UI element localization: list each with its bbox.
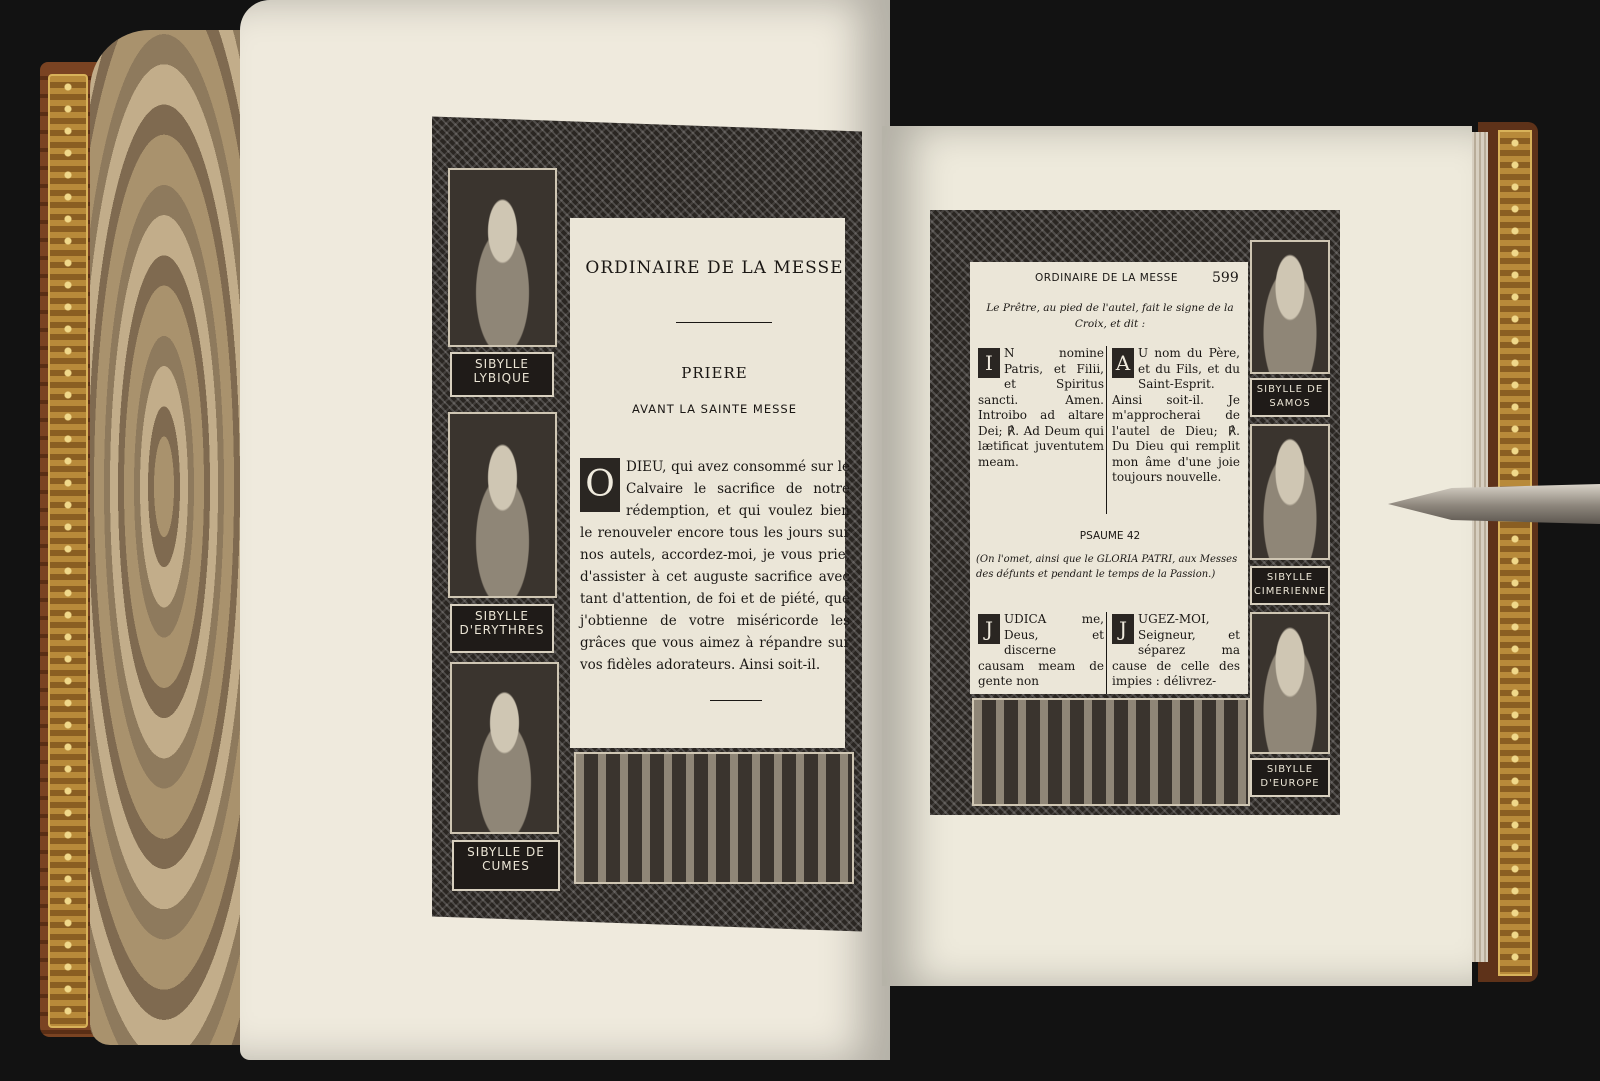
woodcut-scene-right xyxy=(972,698,1250,806)
end-rule xyxy=(710,700,762,701)
gilt-border-left xyxy=(48,74,88,1028)
woodcut-scene-left xyxy=(574,752,854,884)
latin-text-1: N nomine Patris, et Filii, et Spiritus sancti. Amen. Introibo ad altare Dei; ℟. Ad Deum qui lætificat juventutem meam. xyxy=(978,346,1104,469)
sibyl-figure-6 xyxy=(1250,612,1330,754)
sibyl-label-3: SIBYLLE DE CUMES xyxy=(452,840,560,891)
sibyl-figure-1 xyxy=(448,168,557,347)
sibyl-label-2: SIBYLLE D'ERYTHRES xyxy=(450,604,554,653)
page-number: 599 xyxy=(1212,270,1239,286)
dropcap-o: O xyxy=(580,458,620,512)
sibyl-label-1: SIBYLLE LYBIQUE xyxy=(450,352,554,397)
french-text-1: U nom du Père, et du Fils, et du Saint-Esprit. Ainsi soit-il. Je m'approcherai de l'autel de Dieu; ℟. Du Dieu qui remplit mon âme d'une joie toujours nouvelle. xyxy=(1112,346,1240,484)
psalm-title: PSAUME 42 xyxy=(1079,530,1141,542)
latin-column-2 xyxy=(978,612,1104,690)
sibyl-label-4: SIBYLLE DE SAMOS xyxy=(1250,378,1330,417)
dropcap-i: I xyxy=(978,348,1000,378)
running-head: ORDINAIRE DE LA MESSE xyxy=(1035,272,1178,284)
sibyl-figure-3 xyxy=(450,662,559,834)
sibyl-label-6: SIBYLLE D'EUROPE xyxy=(1250,758,1330,797)
gilt-border-right xyxy=(1498,130,1532,976)
sibyl-figure-5 xyxy=(1250,424,1330,560)
page-title-left: ORDINAIRE DE LA MESSE xyxy=(585,258,844,278)
french-text-2: UGEZ-MOI, Seigneur, et séparez ma cause de celle des impies : délivrez- xyxy=(1112,612,1240,688)
dropcap-j-french: J xyxy=(1112,614,1134,644)
prayer-heading: PRIERE xyxy=(681,364,748,382)
prayer-subheading: AVANT LA SAINTE MESSE xyxy=(632,402,797,416)
prayer-body xyxy=(580,456,850,676)
rubric: Le Prêtre, au pied de l'autel, fait le signe de la Croix, et dit : xyxy=(986,302,1234,330)
latin-text-2: UDICA me, Deus, et discerne causam meam de gente non xyxy=(978,612,1104,688)
sibyl-figure-2 xyxy=(448,412,557,598)
title-rule xyxy=(676,322,772,323)
dropcap-a: A xyxy=(1112,348,1134,378)
prayer-text: DIEU, qui avez consommé sur le Calvaire le sacrifice de notre rédemption, et qui voulez bien le renouveler encore tous les jours sur nos autels, accordez-moi, je vous prie, d'assister à cet auguste sacrifice avec tant d'attention, de foi et de piété, que j'obtienne de votre miséricorde les grâces que vous aimez à répandre sur vos fidèles adorateurs. Ainsi soit-il. xyxy=(580,459,850,673)
column-rule-1 xyxy=(1106,346,1107,514)
french-column-2 xyxy=(1112,612,1240,690)
psalm-note: (On l'omet, ainsi que le GLORIA PATRI, aux Messes des défunts et pendant le temps de la Passion.) xyxy=(976,554,1238,580)
sibyl-label-5: SIBYLLE CIMERIENNE xyxy=(1250,566,1330,605)
french-column-1 xyxy=(1112,346,1240,486)
sibyl-figure-4 xyxy=(1250,240,1330,374)
column-rule-2 xyxy=(1106,612,1107,694)
dropcap-j-latin: J xyxy=(978,614,1000,644)
latin-column-1 xyxy=(978,346,1104,470)
